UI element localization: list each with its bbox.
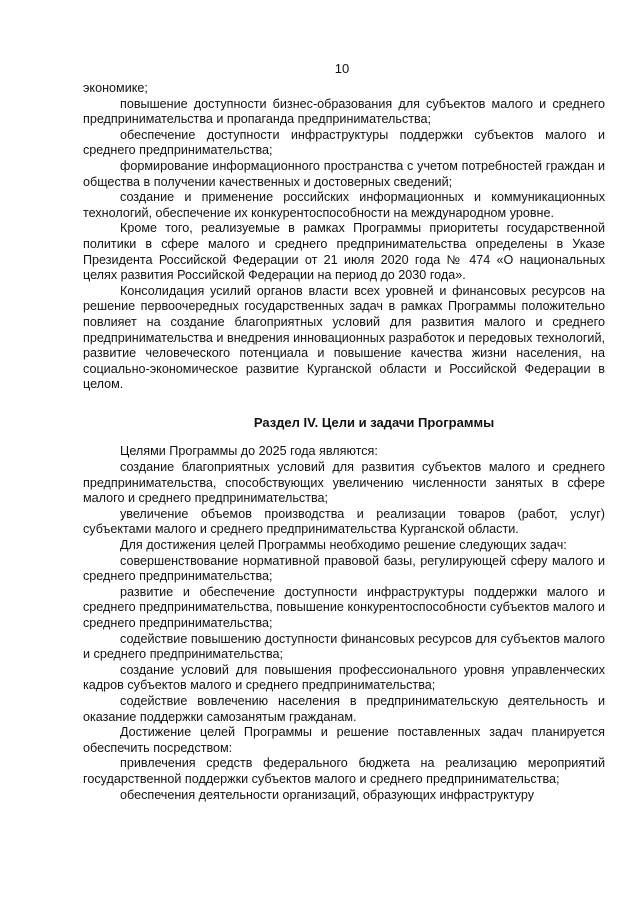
paragraph: Для достижения целей Программы необходимо решение следующих задач: bbox=[120, 538, 567, 553]
paragraph: создание условий для повышения профессионального уровня управленческих кадров субъектов малого и среднего предпринимательства; bbox=[83, 662, 605, 693]
paragraph: обеспечения деятельности организаций, образующих инфраструктуру bbox=[120, 787, 534, 802]
paragraph: развитие и обеспечение доступности инфраструктуры поддержки малого и среднего предпринимательства, повышение конкурентоспособности субъектов малого и среднего предпринимательства; bbox=[83, 584, 605, 630]
section-title: Раздел IV. Цели и задачи Программы bbox=[253, 414, 495, 430]
paragraph: обеспечение доступности инфраструктуры поддержки субъектов малого и среднего предпринимательства; bbox=[83, 127, 605, 158]
paragraph: повышение доступности бизнес-образования для субъектов малого и среднего предпринимательства и пропаганда предпринимательства; bbox=[83, 96, 605, 127]
paragraph: Достижение целей Программы и решение поставленных задач планируется обеспечить посредством: bbox=[83, 725, 605, 755]
paragraph: создание и применение российских информационных и коммуникационных технологий, обеспечение их конкурентоспособности на международном уровне. bbox=[83, 190, 605, 220]
paragraph: формирование информационного пространства с учетом потребностей граждан и общества в получении качественных и достоверных сведений; bbox=[83, 158, 605, 189]
paragraph: совершенствование нормативной правовой базы, регулирующей сферу малого и среднего предпринимательства; bbox=[83, 553, 605, 584]
paragraph: Целями Программы до 2025 года являются: bbox=[120, 444, 378, 459]
paragraph: увеличение объемов производства и реализации товаров (работ, услуг) субъектами малого и среднего предпринимательства Курганской области. bbox=[83, 506, 605, 537]
paragraph: содействие вовлечению населения в предпринимательскую деятельность и оказание поддержки самозанятым гражданам. bbox=[83, 693, 605, 724]
paragraph: экономике; bbox=[83, 81, 148, 95]
paragraph: Кроме того, реализуемые в рамках Программы приоритеты государственной политики в сфере малого и среднего предпринимательства определены в Указе Президента Российской Федерации от 21 июля 2020 года № 474 «О национальных целях развития Российской Федерации на период до 2030 года». bbox=[83, 221, 605, 283]
page-number: 10 bbox=[334, 61, 350, 76]
paragraph: привлечения средств федерального бюджета на реализацию мероприятий государственной поддержки субъектов малого и среднего предпринимательства; bbox=[83, 756, 605, 786]
paragraph: содействие повышению доступности финансовых ресурсов для субъектов малого и среднего предпринимательства; bbox=[83, 631, 605, 662]
document-body bbox=[83, 81, 605, 803]
paragraph: создание благоприятных условий для развития субъектов малого и среднего предпринимательства, способствующих увеличению численности занятых в сфере малого и среднего предпринимательства; bbox=[83, 460, 605, 506]
paragraph: Консолидация усилий органов власти всех уровней и финансовых ресурсов на решение первоочередных государственных задач в рамках Программы положительно повлияет на создание благоприятных условий для развития малого и среднего предпринимательства и внедрения инновационных разработок и передовых технологий, развитие человеческого потенциала и повышение качества жизни населения, на социально-экономическое развитие Курганской области и Российской Федерации в целом. bbox=[83, 283, 605, 392]
